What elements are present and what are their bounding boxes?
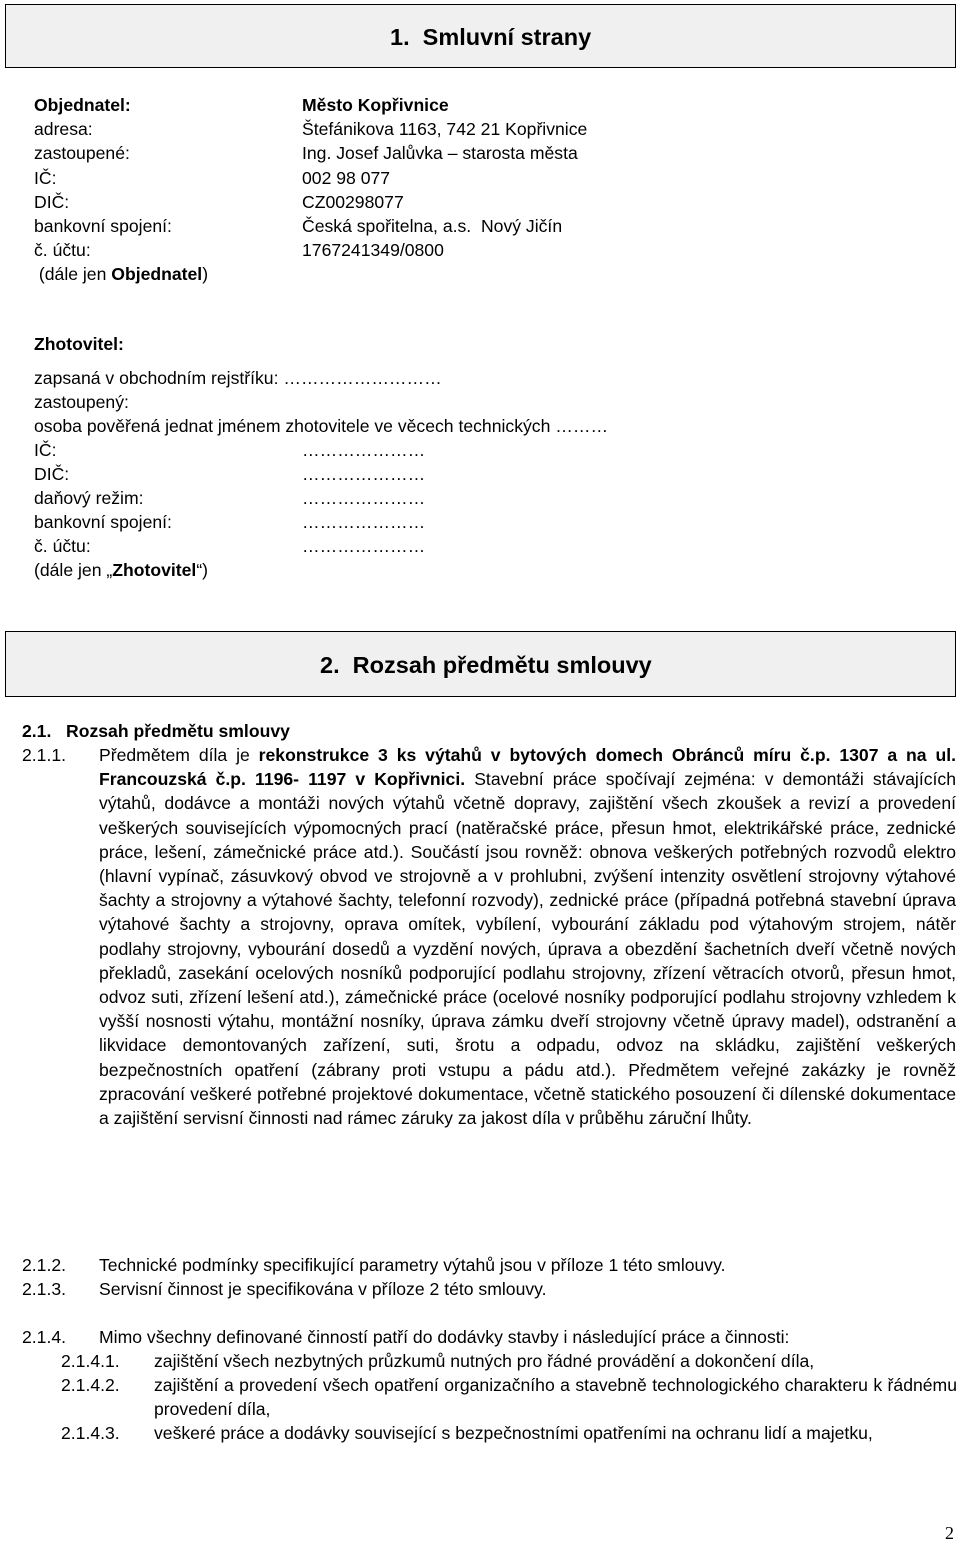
zhotovitel-row-value: ………………… [302,464,426,484]
objednatel-row-label: bankovní spojení: [34,216,172,236]
clause-2-1-4-2-number: 2.1.4.2. [61,1375,120,1395]
section-2-header [5,631,956,697]
objednatel-row-label: DIČ: [34,192,70,212]
objednatel-row-label: zastoupené: [34,143,130,163]
section-1-title [390,23,591,51]
clause-2-1-1-number: 2.1.1. [22,745,67,765]
page-number: 2 [945,1523,954,1543]
clause-2-1-4-1-text: zajištění všech nezbytných průzkumů nutných pro řádné provádění a dokončení díla, [154,1351,815,1371]
objednatel-row-label: IČ: [34,168,57,188]
objednatel-row-value: Štefánikova 1163, 742 21 Kopřivnice [302,119,588,139]
objednatel-row-label: adresa: [34,119,93,139]
zhotovitel-row-value: ………………… [302,440,426,460]
clause-2-1-4-3-text: veškeré práce a dodávky související s bezpečnostními opatřeními na ochranu lidí a majetku, [154,1423,873,1443]
section-2-number: 2. [320,652,340,678]
zhotovitel-registry: zapsaná v obchodním rejstříku: ……………………… [34,368,442,388]
clause-2-1-1-text: Předmětem díla je rekonstrukce 3 ks výtahů v bytových domech Obránců míru č.p. 1307 a na ul. Francouzská č.p. 1196- 1197 v Kopřivnici. Stavební práce spočívají zejména: v demontáži stávajících výtahů, dodávce a montáži nových výtahů včetně dopravy, zajištění všech zkoušek a revizí a provedení veškerých souvisejících výpomocných prací (natěračské práce, přesun hmot, elektrikářské práce, zednické práce, lešení, zámečnické práce atd.). Součástí jsou rovněž: obnova veškerých potřebných rozvodů elektro (hlavní vypínač, zásuvkový obvod ve strojovně a v prohlubni, zvýšení intenzity osvětlení strojovny výtahové šachty a strojovny a výtahové šachty, telefonní rozvody), zednické práce (případná potřebná stavební úprava výtahové šachty a strojovny, oprava omítek, vybílení, vybourání základu pod výtahovým strojem, nátěr podlahy strojovny, vybourání dosedů a vyzdění nových, úprava a obezdění šachetních dveří včetně nových překladů, zasekání ocelových nosníků podporující podlahu strojovny, zřízení větracích otvorů, přesun hmot, odvoz suti, zřízení lešení atd.), zámečnické práce (ocelové nosníky podporující podlahu strojovny vzhledem k vyšší nosnosti výtahu, montážní nosníky, úprava zámku dveří strojovny včetně úpravy madel), odstranění a likvidace demontovaných zařízení, suti, šrotu a odpadu, odvoz na skládku, zajištění veškerých bezpečnostních opatření (zábrany proti vstupu a pádu atd.). Předmětem veřejné zakázky je rovněž zpracování veškeré potřebné projektové dokumentace, včetně statického posouzení či dílenské dokumentace a zajištění servisní činnosti nad rámec záruky za jakost díla v průběhu záruční lhůty. [99,745,956,1129]
objednatel-row-value: 1767241349/0800 [302,240,444,260]
zhotovitel-row-label: IČ: [34,440,57,460]
zhotovitel-row-value: ………………… [302,488,426,508]
objednatel-footer: (dále jen Objednatel) [34,264,209,284]
clause-2-1-4-text: Mimo všechny definované činností patří do dodávky stavby i následující práce a činnosti: [99,1327,790,1347]
objednatel-row-label: č. účtu: [34,240,91,260]
objednatel-row-value: 002 98 077 [302,168,391,188]
subsection-title: Rozsah předmětu smlouvy [66,721,290,741]
objednatel-row-value: Ing. Josef Jalůvka – starosta města [302,143,578,163]
zhotovitel-row-label: DIČ: [34,464,70,484]
zhotovitel-row-label: bankovní spojení: [34,512,172,532]
zhotovitel-row-label: daňový režim: [34,488,144,508]
zhotovitel-technical: osoba pověřená jednat jménem zhotovitele ve věcech technických ……… [34,416,609,436]
clause-2-1-4-1-number: 2.1.4.1. [61,1351,120,1371]
subsection-number: 2.1. [22,721,52,741]
section-1-header [5,4,956,68]
section-2-title-text: Rozsah předmětu smlouvy [352,652,652,678]
section-1-number: 1. [390,24,410,50]
section-1-title-text: Smluvní strany [422,24,592,50]
clause-2-1-4-number: 2.1.4. [22,1327,67,1347]
clause-2-1-4-3-number: 2.1.4.3. [61,1423,120,1443]
zhotovitel-row-value: ………………… [302,536,426,556]
zhotovitel-label: Zhotovitel: [34,334,124,354]
objednatel-name: Město Kopřivnice [302,95,449,115]
objednatel-label: Objednatel: [34,95,131,115]
objednatel-row-value: CZ00298077 [302,192,404,212]
clause-2-1-4-2-text: zajištění a provedení všech opatření organizačního a stavebně technologického charakteru k řádnému provedení díla, [154,1375,957,1420]
objednatel-row-value: Česká spořitelna, a.s. Nový Jičín [302,216,563,236]
zhotovitel-row-value: ………………… [302,512,426,532]
clause-2-1-2-text: Technické podmínky specifikující parametry výtahů jsou v příloze 1 této smlouvy. [99,1255,726,1275]
clause-2-1-3-number: 2.1.3. [22,1279,67,1299]
section-2-title [320,651,652,679]
clause-2-1-2-number: 2.1.2. [22,1255,67,1275]
zhotovitel-footer: (dále jen „Zhotovitel“) [34,560,209,580]
zhotovitel-represented: zastoupený: [34,392,129,412]
clause-2-1-3-text: Servisní činnost je specifikována v příloze 2 této smlouvy. [99,1279,547,1299]
zhotovitel-row-label: č. účtu: [34,536,91,556]
